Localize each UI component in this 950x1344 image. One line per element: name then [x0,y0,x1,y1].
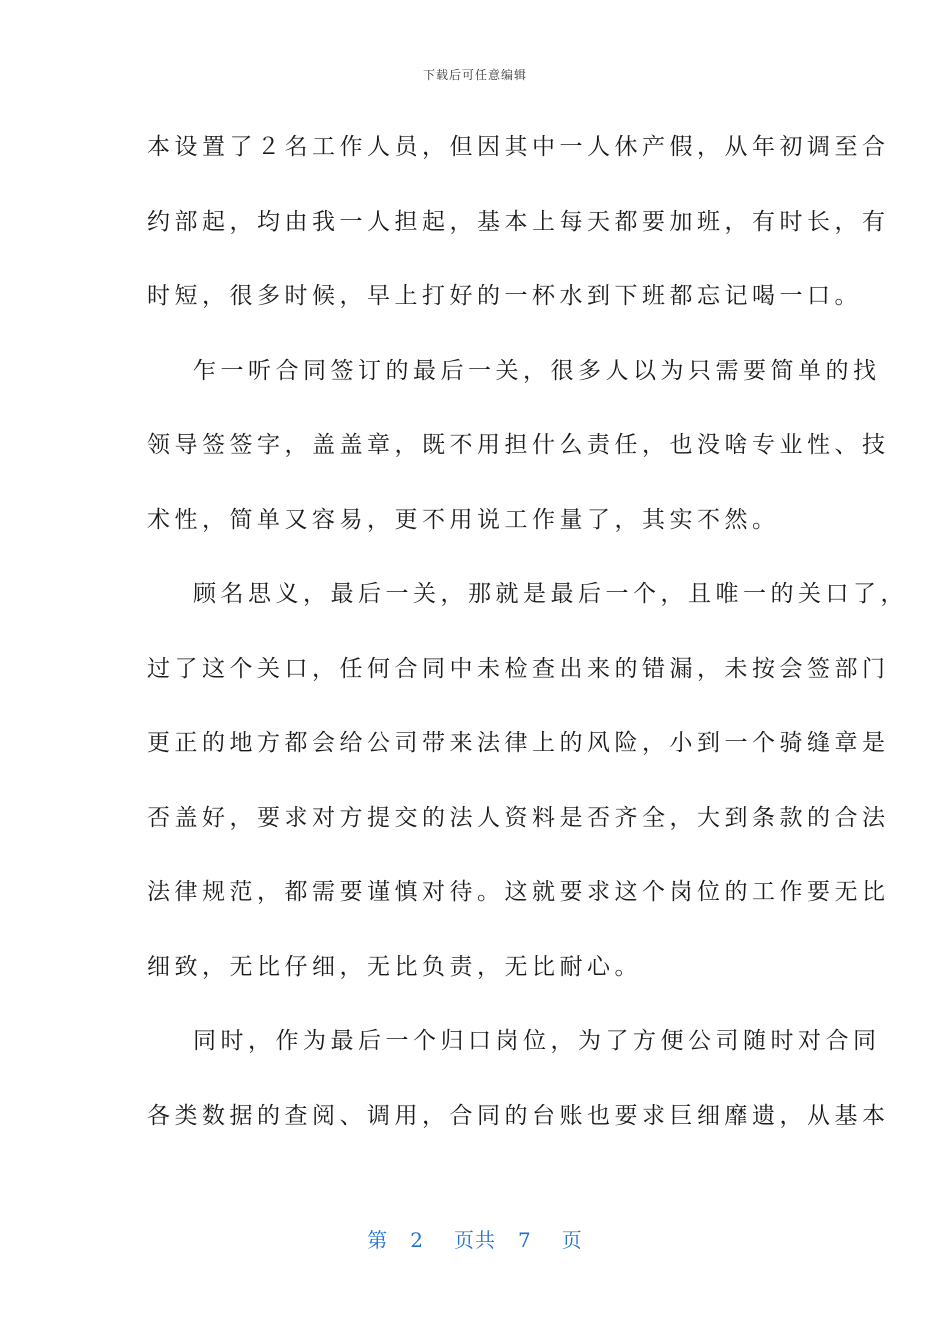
text-line: 本设置了２名工作人员，但因其中一人休产假，从年初调至合 [147,134,890,160]
text-line: 顾名思义，最后一关，那就是最后一个，且唯一的关口了， [193,581,908,607]
current-page-number: 2 [410,1228,424,1252]
footer-suffix: 页 [561,1228,583,1252]
text-line: 约部起，均由我一人担起，基本上每天都要加班，有时长，有 [147,208,890,235]
footer-prefix: 第 [367,1228,389,1252]
text-line: 更正的地方都会给公司带来法律上的风险，小到一个骑缝章是 [147,730,890,756]
text-line: 过了这个关口，任何合同中未检查出来的错漏，未按会签部门 [147,655,890,682]
text-line: 同时，作为最后一个归口岗位，为了方便公司随时对合同 [193,1028,881,1054]
page-number-footer [0,1224,950,1253]
page-header-note: 下载后可任意编辑 [422,68,527,82]
text-line: 术性，简单又容易，更不用说工作量了，其实不然。 [147,506,780,533]
text-line: 乍一听合同签订的最后一关，很多人以为只需要简单的找 [193,357,881,384]
text-line: 细致，无比仔细，无比负责，无比耐心。 [147,953,642,980]
text-line: 领导签签字，盖盖章，既不用担什么责任，也没啥专业性、技 [147,432,890,458]
text-line: 各类数据的查阅、调用，合同的台账也要求巨细靡遗，从基本 [147,1102,890,1129]
footer-middle: 页共 [454,1228,496,1252]
text-line: 时短，很多时候，早上打好的一杯水到下班都忘记喝一口。 [147,283,862,309]
text-line: 否盖好，要求对方提交的法人资料是否齐全，大到条款的合法 [147,804,890,831]
text-line: 法律规范，都需要谨慎对待。这就要求这个岗位的工作要无比 [147,879,890,905]
total-pages-number: 7 [518,1228,532,1252]
document-body [147,122,908,1165]
